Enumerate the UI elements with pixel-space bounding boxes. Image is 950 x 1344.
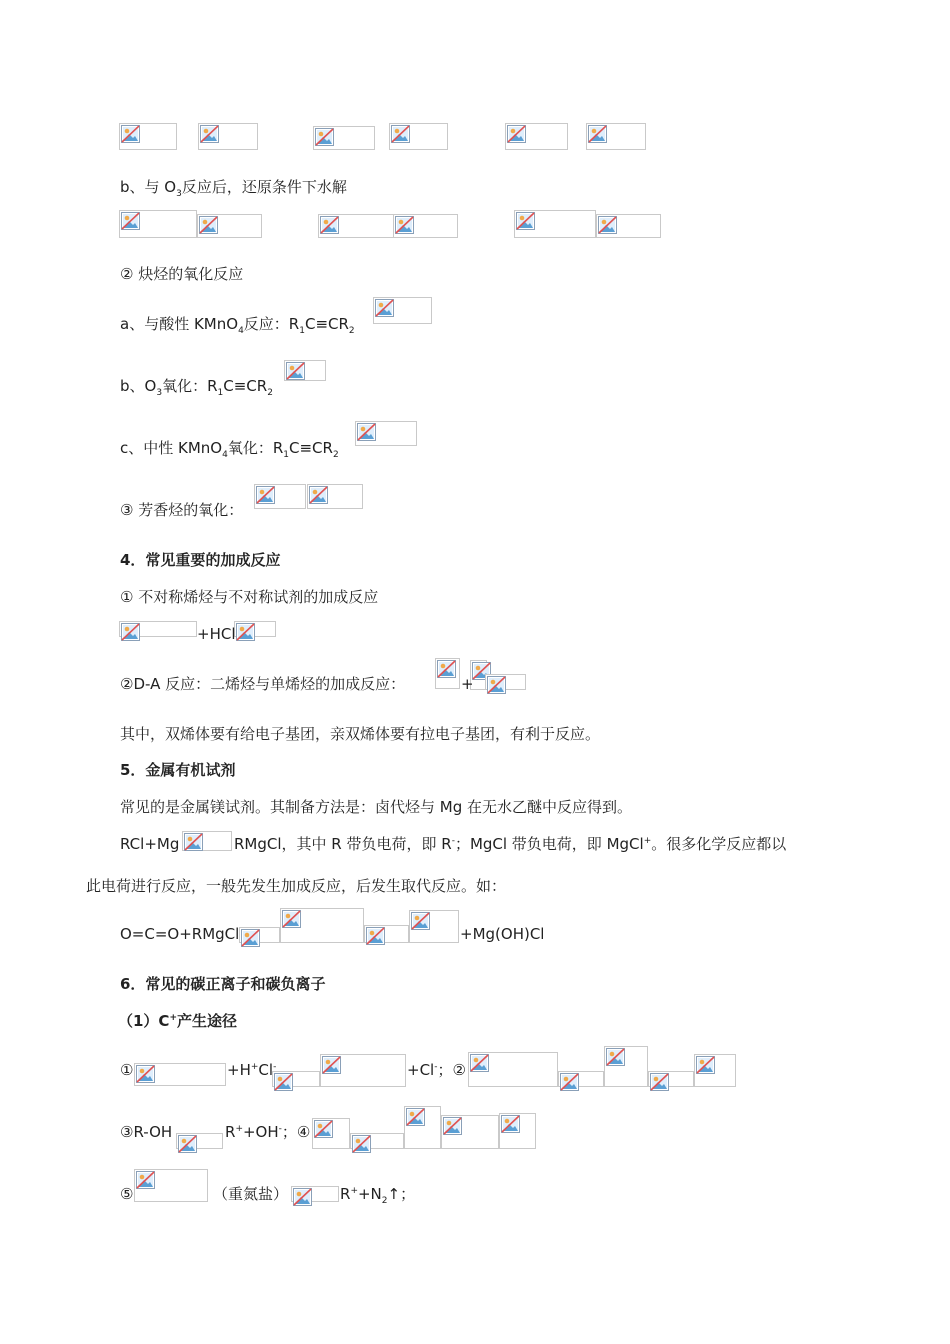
broken-image-icon	[282, 910, 301, 928]
route-1-marker: ①	[120, 1061, 134, 1079]
formula-image	[441, 1115, 499, 1149]
formula-image	[514, 210, 596, 238]
broken-image-icon	[121, 212, 140, 230]
broken-image-icon	[136, 1171, 155, 1189]
broken-image-icon	[121, 125, 140, 143]
carbocation-subtitle: （1）C+产生途径	[118, 1012, 238, 1030]
formula-image	[320, 1054, 406, 1087]
route-1-reagent: +H+Cl-	[227, 1061, 277, 1079]
route-1-product: +Cl-；②	[407, 1061, 466, 1079]
formula-image	[373, 297, 432, 324]
broken-image-icon	[411, 912, 430, 930]
formula-image	[119, 621, 197, 637]
broken-image-icon	[357, 423, 376, 441]
formula-image	[176, 1133, 223, 1149]
broken-image-icon	[366, 927, 385, 945]
broken-image-icon	[241, 929, 260, 947]
broken-image-icon	[470, 1054, 489, 1072]
broken-image-icon	[487, 676, 506, 694]
broken-image-icon	[516, 212, 535, 230]
broken-image-icon	[178, 1135, 197, 1153]
route-5-marker: ⑤	[120, 1185, 134, 1203]
formula-image	[239, 927, 280, 943]
formula-image	[604, 1046, 648, 1087]
formula-image	[694, 1054, 736, 1087]
broken-image-icon	[501, 1115, 520, 1133]
broken-image-icon	[322, 1056, 341, 1074]
grignard-line-1b: RMgCl，其中 R 带负电荷，即 R-；MgCl 带负电荷，即 MgCl+。很多化学反应都以	[234, 835, 787, 853]
addition-item-1: ① 不对称烯烃与不对称试剂的加成反应	[120, 588, 379, 606]
broken-image-icon	[696, 1056, 715, 1074]
formula-image	[364, 925, 409, 943]
broken-image-icon	[256, 486, 275, 504]
formula-image	[389, 123, 448, 150]
formula-image	[350, 1133, 404, 1149]
broken-image-icon	[309, 486, 328, 504]
alkyne-oxidation-b: b、$O_3$氧化：$R_1C\equiv CR_2$	[120, 377, 273, 398]
section-5-heading: 5．金属有机试剂	[120, 761, 236, 779]
formula-image	[254, 484, 306, 509]
formula-image	[404, 1106, 441, 1149]
formula-image	[558, 1071, 604, 1087]
grignard-intro: 常见的是金属镁试剂。其制备方法是：卤代烃与 Mg 在无水乙醚中反应得到。	[120, 798, 633, 816]
formula-image	[499, 1113, 536, 1149]
broken-image-icon	[375, 299, 394, 317]
broken-image-icon	[406, 1108, 425, 1126]
formula-image	[197, 214, 262, 238]
broken-image-icon	[236, 623, 255, 641]
broken-image-icon	[560, 1073, 579, 1091]
broken-image-icon	[437, 660, 456, 678]
route-5-product: $R^++N_2↑$；	[340, 1185, 416, 1206]
broken-image-icon	[443, 1117, 462, 1135]
broken-image-icon	[315, 128, 334, 146]
broken-image-icon	[184, 833, 203, 851]
formula-image	[119, 123, 177, 150]
route-3-product: R++OH-；④	[225, 1123, 311, 1141]
broken-image-icon	[588, 125, 607, 143]
formula-image	[355, 421, 417, 446]
section-4-heading: 4．常见重要的加成反应	[120, 551, 281, 569]
grignard-example-b: +Mg(OH)Cl	[460, 925, 545, 943]
formula-image	[596, 214, 661, 238]
broken-image-icon	[314, 1120, 333, 1138]
grignard-line-2: 此电荷进行反应，一般先发生加成反应，后发生取代反应。如：	[86, 877, 507, 895]
broken-image-icon	[391, 125, 410, 143]
broken-image-icon	[199, 216, 218, 234]
broken-image-icon	[507, 125, 526, 143]
formula-image	[134, 1169, 208, 1202]
formula-image	[182, 831, 232, 851]
broken-image-icon	[395, 216, 414, 234]
broken-image-icon	[293, 1188, 312, 1206]
formula-image	[586, 123, 646, 150]
formula-image	[312, 1118, 350, 1149]
broken-image-icon	[200, 125, 219, 143]
alkyne-oxidation-heading: ② 炔烃的氧化反应	[120, 265, 244, 283]
formula-image	[648, 1071, 694, 1087]
hcl-label: +HCl	[197, 625, 236, 643]
diazonium-label: （重氮盐）	[213, 1185, 289, 1203]
aromatic-oxidation: ③ 芳香烃的氧化：	[120, 501, 244, 519]
broken-image-icon	[286, 362, 305, 380]
formula-image	[307, 484, 363, 509]
formula-image	[234, 621, 276, 637]
formula-image	[393, 214, 458, 238]
plus-sign: +	[461, 675, 474, 693]
formula-image	[280, 908, 364, 943]
formula-image	[119, 210, 197, 238]
broken-image-icon	[136, 1065, 155, 1083]
formula-image	[198, 123, 258, 150]
section-6-heading: 6．常见的碳正离子和碳负离子	[120, 975, 326, 993]
formula-image	[409, 910, 459, 943]
formula-image	[485, 674, 526, 690]
formula-image	[435, 658, 460, 689]
formula-image	[313, 126, 375, 150]
formula-image	[468, 1052, 558, 1087]
formula-image	[134, 1063, 226, 1086]
formula-image	[318, 214, 394, 238]
diels-alder-note: 其中，双烯体要有给电子基团，亲双烯体要有拉电子基团，有利于反应。	[120, 725, 601, 743]
broken-image-icon	[320, 216, 339, 234]
formula-image	[284, 360, 326, 381]
broken-image-icon	[650, 1073, 669, 1091]
formula-image	[291, 1186, 339, 1202]
broken-image-icon	[121, 623, 140, 641]
formula-image	[272, 1071, 320, 1087]
broken-image-icon	[606, 1048, 625, 1066]
grignard-example-a: O=C=O+RMgCl	[120, 925, 240, 943]
route-3-reactant: ③R-OH	[120, 1123, 173, 1141]
grignard-line-1a: RCl+Mg	[120, 835, 180, 853]
broken-image-icon	[598, 216, 617, 234]
alkyne-oxidation-c: c、中性 KMnO$_4$氧化：$R_1C\equiv CR_2$	[120, 439, 339, 460]
addition-item-2: ②D-A 反应：二烯烃与单烯烃的加成反应：	[120, 675, 406, 693]
oxidation-line-b: b、与 $O_3$反应后，还原条件下水解	[120, 178, 347, 199]
broken-image-icon	[352, 1135, 371, 1153]
alkyne-oxidation-a: a、与酸性 KMnO$_4$反应：$R_1C\equiv CR_2$	[120, 315, 355, 336]
formula-image	[505, 123, 568, 150]
broken-image-icon	[274, 1073, 293, 1091]
